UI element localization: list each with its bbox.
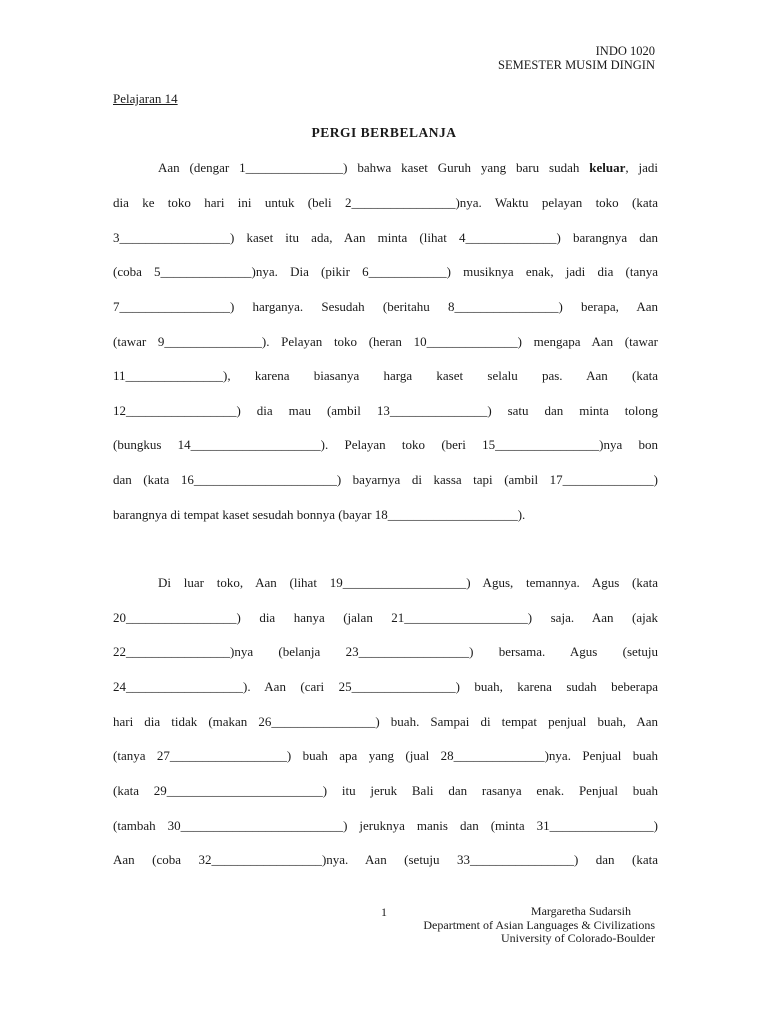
page-number: 1 [381, 905, 387, 919]
footer-credits [423, 905, 655, 946]
text-line: 20_________________) dia hanya (jalan 21___________________) saja. Aan (ajak [113, 610, 658, 625]
text-line: (bungkus 14____________________). Pelayan toko (beri 15________________)nya bon [113, 437, 658, 452]
text-line: Aan (coba 32_________________)nya. Aan (setuju 33________________) dan (kata [113, 852, 658, 867]
text-line: Aan (dengar 1_______________) bahwa kaset Guruh yang baru sudah keluar, jadi [158, 160, 658, 175]
text-line: 7_________________) harganya. Sesudah (beritahu 8________________) berapa, Aan [113, 299, 658, 314]
text-line: (tambah 30_________________________) jeruknya manis dan (minta 31________________) [113, 818, 658, 833]
university-name: University of Colorado-Boulder [501, 931, 655, 945]
text-line: dia ke toko hari ini untuk (beli 2________________)nya. Waktu pelayan toko (kata [113, 195, 658, 210]
text-line: dan (kata 16______________________) bayarnya di kassa tapi (ambil 17______________) [113, 472, 658, 487]
text-line: hari dia tidak (makan 26________________) buah. Sampai di tempat penjual buah, Aan [113, 714, 658, 729]
text-line: barangnya di tempat kaset sesudah bonnya (bayar 18____________________). [113, 507, 526, 522]
text-line: Di luar toko, Aan (lihat 19___________________) Agus, temannya. Agus (kata [158, 575, 658, 590]
text-line: 11_______________), karena biasanya harga kaset selalu pas. Aan (kata [113, 368, 658, 383]
course-header [498, 44, 655, 72]
department-name: Department of Asian Languages & Civilizations [423, 917, 655, 932]
text-line: 24__________________). Aan (cari 25________________) buah, karena sudah beberapa [113, 679, 658, 694]
semester-label: SEMESTER MUSIM DINGIN [498, 58, 655, 72]
text-line: (kata 29________________________) itu jeruk Bali dan rasanya enak. Penjual buah [113, 783, 658, 798]
text-line: (coba 5______________)nya. Dia (pikir 6____________) musiknya enak, jadi dia (tanya [113, 264, 658, 279]
author-name: Margaretha Sudarsih [530, 904, 631, 918]
text-line: 3_________________) kaset itu ada, Aan minta (lihat 4______________) barangnya dan [113, 230, 658, 245]
text-line: 22________________)nya (belanja 23_________________) bersama. Agus (setuju [113, 644, 658, 659]
text-line: 12_________________) dia mau (ambil 13_______________) satu dan minta tolong [113, 403, 658, 418]
keyword-keluar: keluar [589, 160, 626, 175]
text-line: (tawar 9_______________). Pelayan toko (heran 10______________) mengapa Aan (tawar [113, 334, 658, 349]
course-code: INDO 1020 [595, 44, 655, 58]
text-line: (tanya 27__________________) buah apa yang (jual 28______________)nya. Penjual buah [113, 748, 658, 763]
lesson-label: Pelajaran 14 [113, 91, 178, 106]
page-title: PERGI BERBELANJA [311, 125, 457, 140]
